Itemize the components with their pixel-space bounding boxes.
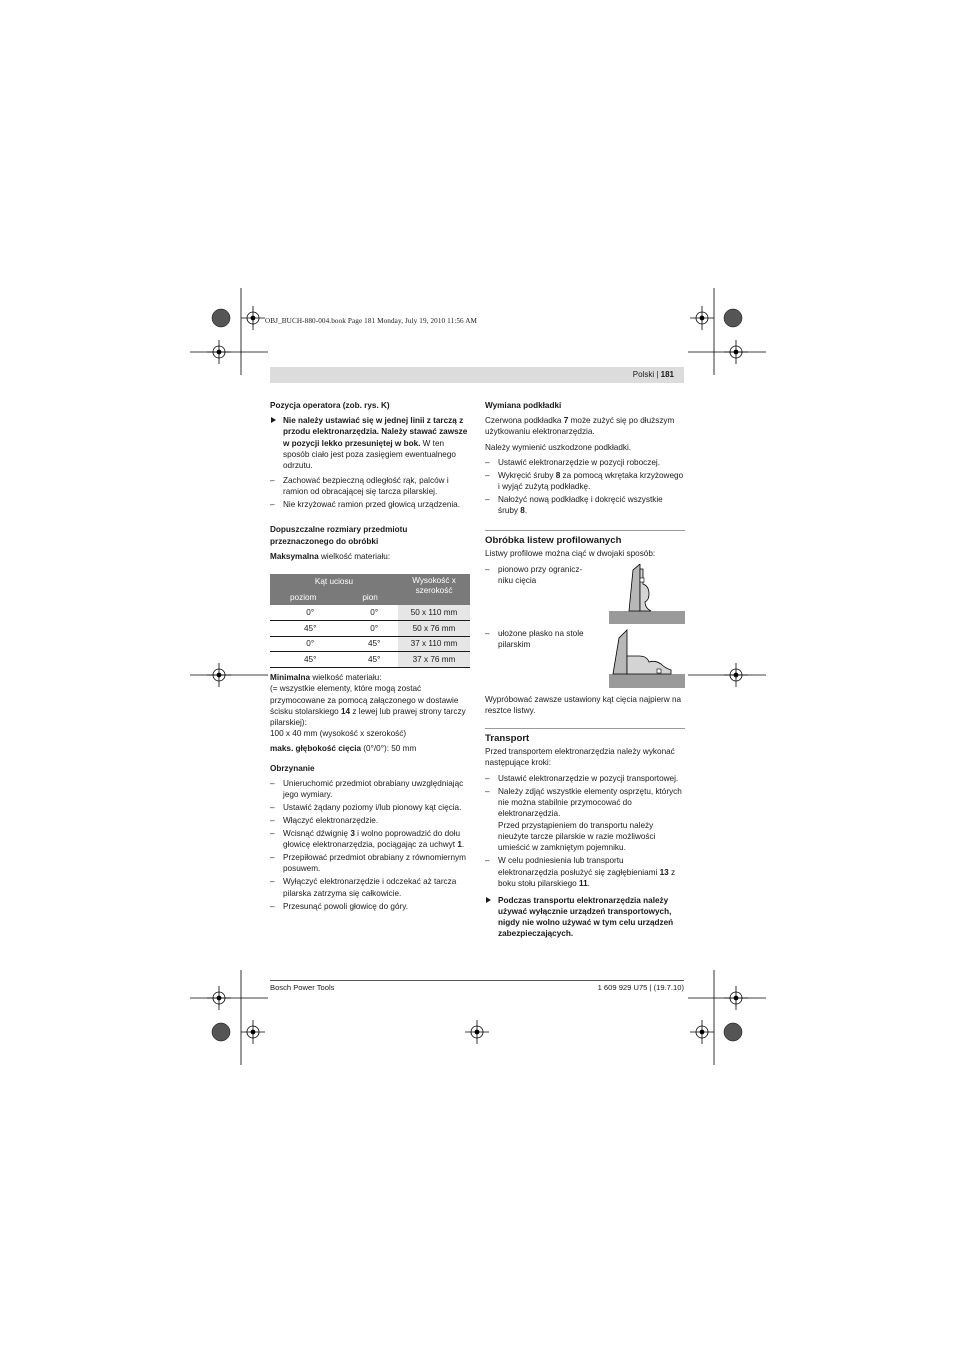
flat-profile-illustration: [609, 628, 685, 690]
min-size-bold: Minimalna: [270, 673, 311, 683]
section-divider: [485, 728, 685, 729]
transport-intro: Przed transportem elektronarzędzia należy wykonać następujące kroki:: [485, 747, 675, 768]
table-row: [270, 652, 470, 668]
washer-paragraph-2: Należy wymienić uszkodzone podkładki.: [485, 442, 632, 452]
profile-vertical-list: [485, 564, 593, 586]
warning-arrow-icon: [271, 417, 276, 423]
footer-divider: [270, 980, 684, 981]
page-number: 181: [660, 370, 674, 379]
washer-title: Wymiana podkładki: [485, 401, 562, 410]
table-cell: 37 x 110 mm: [398, 636, 470, 652]
list-text: Nałożyć nową podkładkę i dokręcić wszystkie śruby: [498, 495, 663, 516]
washer-list: [485, 457, 685, 517]
header-page-label: [633, 370, 674, 379]
list-item: – pionowo przy ogranicz-niku cięcia: [485, 564, 593, 586]
transport-warning: [485, 895, 685, 940]
profile-flat-list: [485, 628, 593, 650]
table-cell: 45°: [270, 620, 350, 636]
list-text: Wykręcić śruby: [498, 470, 556, 480]
table-head-bevel: Kąt uciosu: [270, 574, 398, 590]
list-item: [485, 855, 685, 889]
min-size-label: [270, 672, 470, 683]
operator-warning-rest: W ten sposób ciało jest poza zasięgiem ewentualnego odrzutu.: [283, 438, 456, 471]
max-depth-rest: (0°/0°): 50 mm: [361, 744, 417, 754]
running-header: [270, 367, 684, 383]
min-size-description: [270, 683, 470, 728]
min-desc-part: (= wszystkie elementy, które mogą zostać przymocowane za pomocą załączonego w dostawie ścisku stolarskiego: [270, 684, 459, 716]
washer-paragraph: [485, 415, 685, 437]
list-text: .: [461, 840, 465, 850]
trimming-list: [270, 778, 470, 912]
transport-title: Transport: [485, 733, 530, 745]
list-item: – Ustawić żądany poziomy i/lub pionowy kąt cięcia.: [270, 802, 470, 813]
list-item: [485, 470, 685, 492]
profile-note: Wypróbować zawsze ustawiony kąt cięcia najpierw na resztce listwy.: [485, 694, 682, 715]
max-size-bold: Maksymalna: [270, 551, 319, 561]
dimensions-title: Dopuszczalne rozmiary przedmiotu przeznaczonego do obróbki: [270, 525, 408, 546]
operator-warning-bold: Nie należy ustawiać się w jednej linii z tarczą z przodu elektronarzędzia. Należy stawać zawsze w pozycji lekko przesuniętej w bok.: [283, 416, 468, 448]
ref-number: 8: [520, 506, 525, 516]
washer-text: Czerwona podkładka: [485, 416, 564, 426]
table-cell: 50 x 76 mm: [398, 620, 470, 636]
ref-number: 7: [563, 416, 569, 426]
list-item: – ułożone płasko na stole pilarskim: [485, 628, 593, 650]
operator-warning: [270, 415, 470, 471]
table-cell: 45°: [270, 652, 350, 668]
list-item: [485, 494, 685, 516]
operator-list: [270, 475, 470, 510]
washer-text: może zużyć się po dłuższym użytkowaniu elektronarzędzia.: [485, 416, 675, 437]
warning-arrow-icon: [486, 897, 491, 903]
transport-warning-text: Podczas transportu elektronarzędzia należy używać wyłącznie urządzeń transportowych, nigdy nie wolno używać w tym celu urządzeń zabezpieczających.: [498, 895, 674, 939]
table-row: [270, 605, 470, 620]
table-cell: 50 x 110 mm: [398, 605, 470, 620]
list-item: – Wyłączyć elektronarzędzie i odczekać aż tarcza pilarska zatrzyma się całkowicie.: [270, 876, 470, 898]
left-column: [270, 400, 470, 914]
list-text: .: [524, 506, 528, 516]
table-cell: 37 x 76 mm: [398, 652, 470, 668]
table-row: [270, 620, 470, 636]
table-head-size: Wysokość x szerokość: [398, 574, 470, 605]
operator-position-title: Pozycja operatora (zob. rys. K): [270, 401, 390, 410]
ref-number: 8: [555, 470, 561, 480]
max-depth-bold: maks. głębokość cięcia: [270, 744, 362, 754]
table-cell: 0°: [270, 605, 350, 620]
vertical-profile-illustration: [609, 564, 685, 624]
min-desc-part: z lewej lub prawej strony tarczy pilarskiej):: [270, 706, 466, 728]
table-head-vertical: pion: [350, 590, 398, 605]
ref-number: 13: [659, 867, 669, 877]
ref-number: 3: [350, 829, 355, 839]
table-cell: 0°: [350, 605, 398, 620]
min-size-value: 100 x 40 mm (wysokość x szerokość): [270, 729, 407, 739]
table-row: [270, 636, 470, 652]
list-text: .: [587, 878, 590, 888]
list-text: i wolno poprowadzić do dołu głowicę elektronarzędzia, pociągając za uchwyt: [283, 829, 461, 850]
max-size-label: [270, 551, 470, 562]
profile-intro: Listwy profilowe można ciąć w dwojaki sposób:: [485, 549, 656, 559]
list-item: – Przesunąć powoli głowicę do góry.: [270, 901, 470, 912]
header-language: Polski: [632, 370, 655, 379]
ref-number: 1: [457, 840, 462, 850]
print-slug: OBJ_BUCH-880-004.book Page 181 Monday, July 19, 2010 11:56 AM: [265, 317, 478, 325]
list-item: [270, 828, 470, 850]
right-column: [485, 400, 685, 940]
list-text: z boku stołu pilarskiego: [498, 867, 676, 888]
list-text: Wcisnąć dźwignię: [283, 829, 351, 839]
list-item: – Ustawić elektronarzędzie w pozycji roboczej.: [485, 457, 685, 468]
header-separator: |: [656, 370, 659, 379]
table-head-horizontal: poziom: [270, 590, 350, 605]
max-size-rest: wielkość materiału:: [318, 551, 391, 561]
table-cell: 0°: [350, 620, 398, 636]
list-item: – Przepiłować przedmiot obrabiany z równomiernym posuwem.: [270, 852, 470, 874]
max-depth: [270, 743, 470, 754]
min-desc-number: 14: [341, 706, 351, 716]
table-cell: 45°: [350, 652, 398, 668]
footer-doc-number: 1 609 929 U75 | (19.7.10): [597, 983, 684, 992]
min-size-rest: wielkość materiału:: [310, 673, 382, 683]
list-item-continuation: Przed przystąpieniem do transportu należy nieużyte tarcze pilarskie w razie możliwości umieścić w zamkniętym pojemniku.: [498, 821, 656, 853]
transport-list: [485, 773, 685, 889]
list-item: – Włączyć elektronarzędzie.: [270, 815, 470, 826]
table-cell: 0°: [270, 636, 350, 652]
profile-title: Obróbka listew profilowanych: [485, 535, 622, 547]
trimming-title: Obrzynanie: [270, 763, 315, 773]
profile-vertical-row: [485, 564, 685, 624]
dimensions-table: [270, 574, 470, 668]
list-text: W celu podniesienia lub transportu elektronarzędzia posłużyć się zagłębieniami: [498, 856, 660, 877]
table-cell: 45°: [350, 636, 398, 652]
ref-number: 11: [579, 878, 588, 888]
list-item: – Zachować bezpieczną odległość rąk, palców i ramion od obracającej się tarcza pilarskiej.: [270, 475, 470, 497]
list-item: – Nie krzyżować ramion przed głowicą urządzenia.: [270, 499, 470, 510]
list-text: za pomocą wkrętaka krzyżowego i wyjąć zużytą podkładkę.: [498, 470, 684, 492]
footer-publisher: Bosch Power Tools: [270, 983, 335, 992]
list-item: – Ustawić elektronarzędzie w pozycji transportowej.: [485, 773, 685, 784]
list-item: – Należy zdjąć wszystkie elementy osprzętu, których nie można stabilnie przymocować do elektronarzędzia.: [485, 786, 685, 820]
list-item: – Unieruchomić przedmiot obrabiany uwzględniając jego wymiary.: [270, 778, 470, 800]
profile-flat-row: [485, 628, 685, 690]
section-divider: [485, 530, 685, 531]
